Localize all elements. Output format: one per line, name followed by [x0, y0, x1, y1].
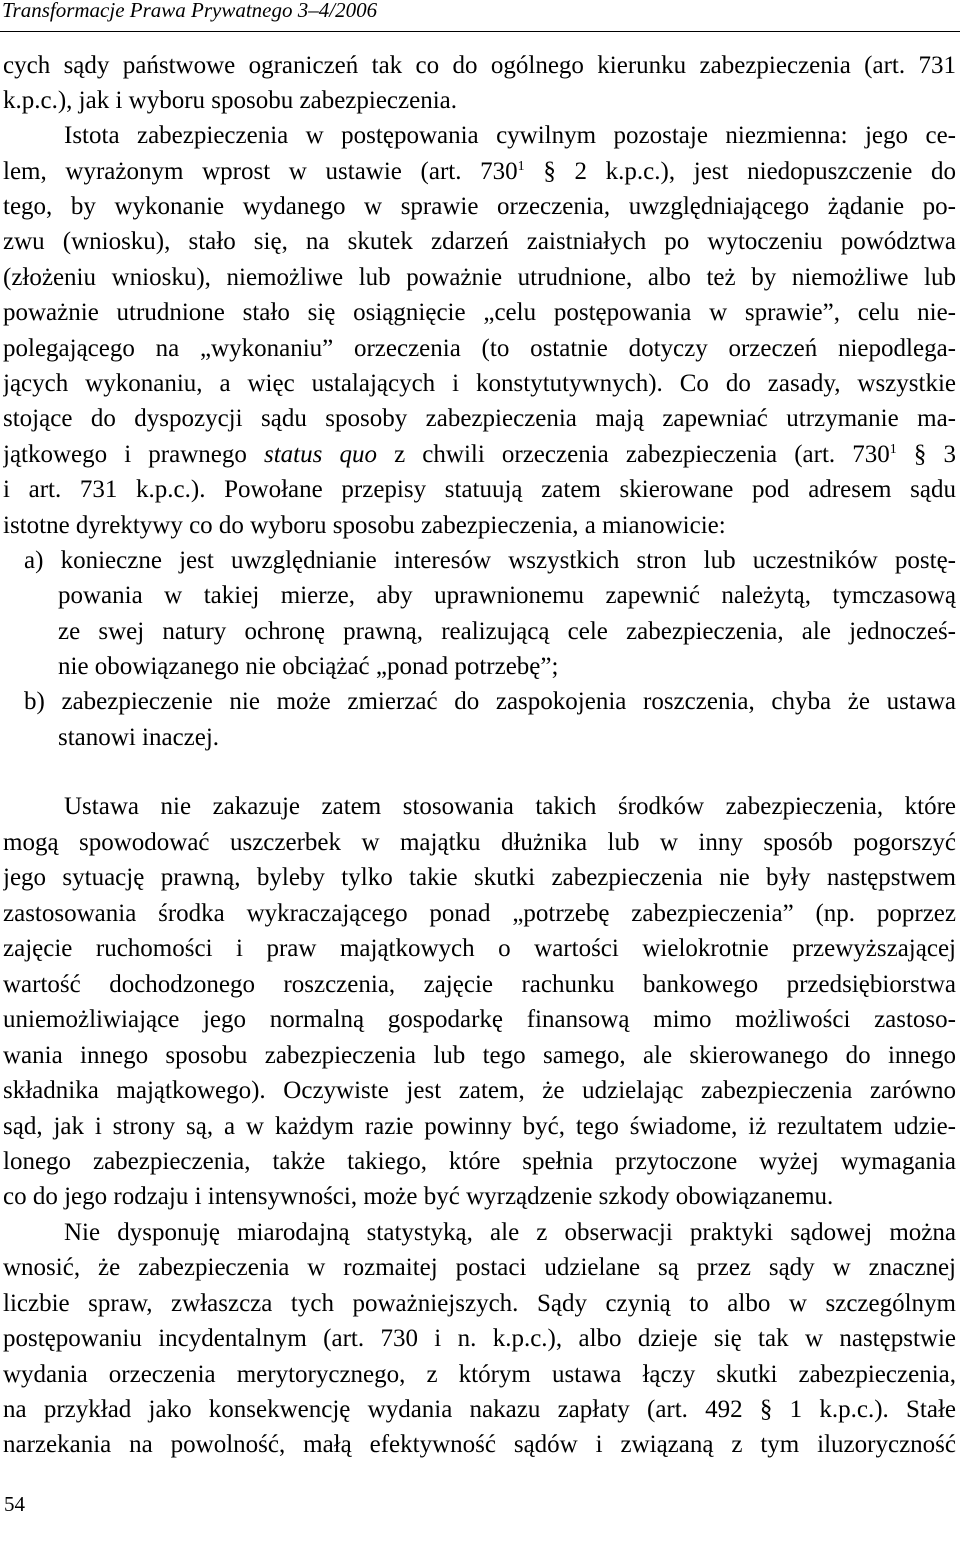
text-line: stanowi inaczej. [58, 724, 220, 751]
superscript: 1 [517, 159, 525, 174]
text-line: uniemożliwiające jego normalną gospodarkę finansową mimo możliwości zastoso- [3, 1006, 956, 1033]
text-line: sąd, jak i strony są, a w każdym razie powinny być, tego świadome, iż rezultatem udzie- [3, 1113, 956, 1140]
running-header [0, 0, 960, 32]
text-line: Istota zabezpieczenia w postępowania cywilnym pozostaje niezmienna: jego ce- [64, 122, 956, 149]
text-line: wnosić, że zabezpieczenia w rozmaitej postaci udzielane są przez sądy w znacznej [3, 1254, 956, 1281]
text-line: powania w takiej mierze, aby uprawnionemu zapewnić należytą, tymczasową [58, 582, 956, 609]
text-line: nie obowiązanego nie obciążać „ponad potrzebę”; [58, 653, 559, 680]
text-line: mogą spowodować uszczerbek w majątku dłużnika lub w inny sposób pogorszyć [3, 829, 956, 856]
text-line: Ustawa nie zakazuje zatem stosowania takich środków zabezpieczenia, które [64, 793, 956, 820]
text-line: i art. 731 k.p.c.). Powołane przepisy statuują zatem skierowane pod adresem sądu [3, 476, 956, 503]
text-line: postępowaniu incydentalnym (art. 730 i n. k.p.c.), albo dzieje się tak w następstwie [3, 1325, 956, 1352]
text-line: k.p.c.), jak i wyboru sposobu zabezpieczenia. [3, 87, 458, 114]
text-line: wartość dochodzonego roszczenia, zajęcie rachunku bankowego przedsiębiorstwa [3, 971, 956, 998]
text-line: zwu (wniosku), stało się, na skutek zdarzeń zaistniałych po wytoczeniu powództwa [3, 228, 956, 255]
superscript: 1 [889, 442, 897, 457]
text-line: istotne dyrektywy co do wyboru sposobu zabezpieczenia, a mianowicie: [3, 512, 726, 539]
text-line: zajęcie ruchomości i praw majątkowych o wartości wielokrotnie przewyższającej [3, 935, 956, 962]
text-line: jących wykonaniu, a więc ustalających i konstytutywnych). Co do zasady, wszystkie [3, 370, 956, 397]
text-line: składnika majątkowego). Oczywiste jest zatem, że udzielając zabezpieczenia zarówno [3, 1077, 956, 1104]
text-line: cych sądy państwowe ograniczeń tak co do ogólnego kierunku zabezpieczenia (art. 731 [3, 52, 956, 79]
text-line: jego sytuację prawną, byleby tylko takie skutki zabezpieczenia nie były następstwem [3, 864, 956, 891]
text-line: wydania orzeczenia merytorycznego, z którym ustawa łączy skutki zabezpieczenia, [3, 1361, 956, 1388]
text-line: poważnie utrudnione stało się osiągnięcie „celu postępowania w sprawie”, celu nie- [3, 299, 956, 326]
text-line: co do jego rodzaju i intensywności, może być wyrządzenie szkody obowiązanemu. [3, 1183, 834, 1210]
text-line: narzekania na powolność, małą efektywność sądów i związaną z tym iluzoryczność [3, 1431, 956, 1458]
text-line: tego, by wykonanie wydanego w sprawie orzeczenia, uwzględniającego żądanie po- [3, 193, 956, 220]
text-line: liczbie spraw, zwłaszcza tych poważniejszych. Sądy czynią to albo w szczególnym [3, 1290, 956, 1317]
list-item-b: b) zabezpieczenie nie może zmierzać do zaspokojenia roszczenia, chyba że ustawa [24, 688, 956, 715]
text-line: stojące do dyspozycji sądu sposoby zabezpieczenia mają zapewniać utrzymanie ma- [3, 405, 956, 432]
running-title: Transformacje Prawa Prywatnego 3–4/2006 [2, 0, 378, 22]
text-line: lem, wyrażonym wprost w ustawie (art. $730^1$ § 2 k.p.c.), jest niedopuszczenie do [3, 158, 956, 185]
text-line: na przykład jako konsekwencję wydania nakazu zapłaty (art. 492 § 1 k.p.c.). Stałe [3, 1396, 956, 1423]
italic-term: status quo [264, 441, 377, 468]
text-line: polegającego na „wykonaniu” orzeczenia (to ostatnie dotyczy orzeczeń niepodlega- [3, 335, 956, 362]
list-item-a: a) konieczne jest uwzględnianie interesów wszystkich stron lub uczestników postę- [24, 547, 956, 574]
text-line: Nie dysponuję miarodajną statystyką, ale z obserwacji praktyki sądowej można [64, 1219, 956, 1246]
text-line: ze swej natury ochronę prawną, realizującą cele zabezpieczenia, ale jednocześ- [58, 618, 956, 645]
text-line: jątkowego i prawnego status quo z chwili orzeczenia zabezpieczenia (art. $730^1$ § 3 [3, 441, 956, 468]
page-number: 54 [4, 1492, 25, 1516]
text-line: zastosowania środka wykraczającego ponad „potrzebę zabezpieczenia” (np. poprzez [3, 900, 956, 927]
text-line: wania innego sposobu zabezpieczenia lub tego samego, ale skierowanego do innego [3, 1042, 956, 1069]
text-line: lonego zabezpieczenia, także takiego, które spełnia przytoczone wyżej wymagania [3, 1148, 956, 1175]
text-line: (złożeniu wniosku), niemożliwe lub poważnie utrudnione, albo też by niemożliwe lub [3, 264, 956, 291]
